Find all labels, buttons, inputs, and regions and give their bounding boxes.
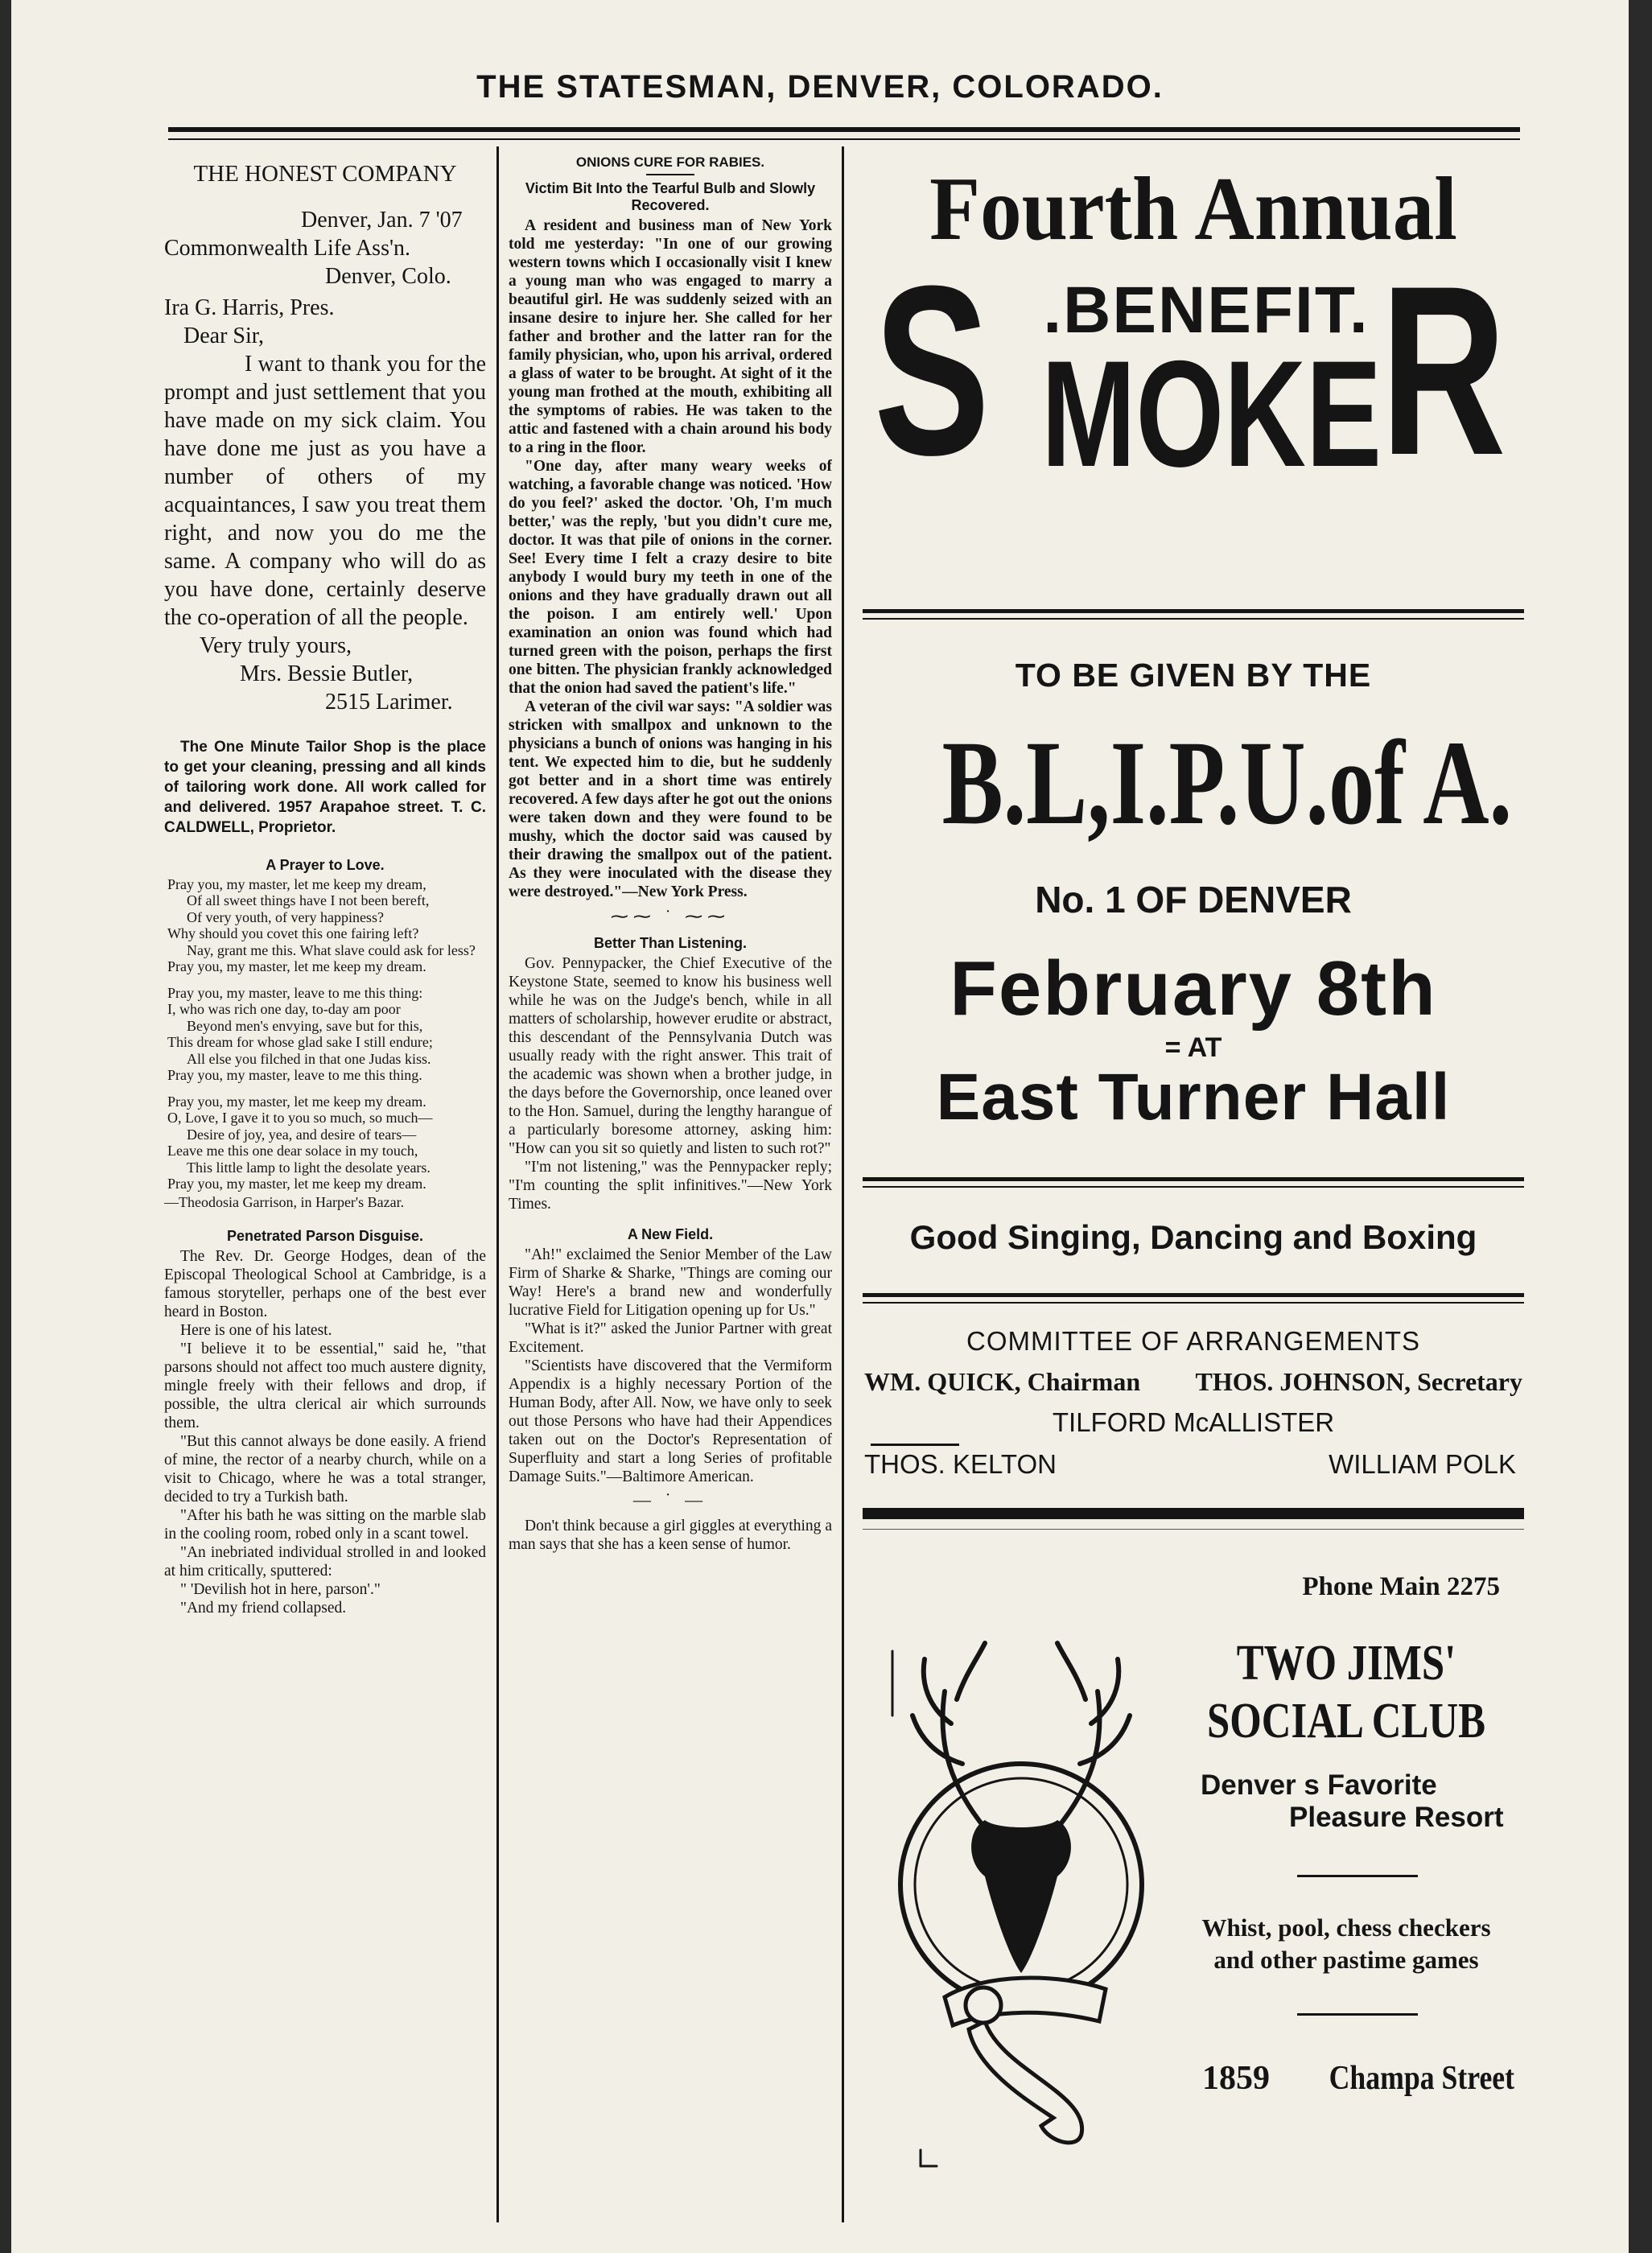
poem-line: Of very youth, of very happiness? <box>187 908 384 925</box>
poem <box>164 857 486 1210</box>
onions-para: A resident and business man of New York told me yesterday: "In one of our growing western towns which I occasionally visit I knew a young man who was engaged to marry a beautiful girl. He was suddenly seized with an insane desire to injure her. She called for her father and brother and the latter ran for the family physician, who, upon his arrival, ordered a glass of water to be brought. At sight of it the young man frothed at the mouth, exhibiting all the symptoms of rabies. He was taken to the attic and fastened with a chain around his body to a ring in the floor. <box>509 217 832 456</box>
listening-article <box>509 935 832 1213</box>
letter-addressee: Ira G. Harris, Pres. <box>164 295 335 320</box>
ad-organization: B.L,I.P.U.of A. <box>941 716 1513 850</box>
poem-line: Of all sweet things have I not been bereft, <box>187 892 430 908</box>
onions-para: A veteran of the civil war says: "A soldier was stricken with smallpox and unknown to the physicians a bunch of onions was hanging in his tent. We expected him to die, but he suddenly got better and in a short time was entirely recovered. A few days after he got out the onions were taken down and they were found to be mushy, which the doctor said was caused by their drawing the smallpox out of the patient. As they were inoculated with the disease they were destroyed."—New York Press. <box>509 698 832 900</box>
poem-line: Pray you, my master, let me keep my dream, <box>167 875 426 892</box>
poem-line: O, Love, I gave it to you so much, so much— <box>167 1110 433 1126</box>
ad-rule <box>863 618 1524 620</box>
parson-para: "But this cannot always be done easily. A friend of mine, the rector of a nearby church, while on a visit to Chicago, where he was a total stranger, decided to try a Turkish bath. <box>164 1433 486 1505</box>
poem-line: All else you filched in that one Judas kiss. <box>187 1050 431 1067</box>
club-tagline-2: Pleasure Resort <box>1289 1802 1504 1833</box>
parson-title: Penetrated Parson Disguise. <box>226 1228 424 1244</box>
parson-para: " 'Devilish hot in here, parson'." <box>180 1581 381 1598</box>
newfield-para: "Ah!" exclaimed the Senior Member of the Law Firm of Sharke & Sharke, "Things are coming our Way! Here's a brand new and wonderfully lucrative Field for Litigation opening up for Us." <box>509 1246 832 1319</box>
masthead: THE STATESMAN, DENVER, COLORADO. <box>476 69 1164 105</box>
club-name-2: SOCIAL CLUB <box>1206 1694 1486 1748</box>
ad-rule <box>863 1186 1524 1188</box>
letter-title: THE HONEST COMPANY <box>193 161 457 187</box>
smoker-advertisement <box>863 146 1524 2222</box>
club-divider <box>1297 1875 1418 1877</box>
poem-line: Pray you, my master, let me keep my dream. <box>167 958 426 974</box>
ornament-divider: ⁓⁓ ˙ ⁓⁓ <box>610 906 731 926</box>
poem-line: This dream for whose glad sake I still endure; <box>167 1034 433 1050</box>
poem-stanza-1 <box>164 876 486 975</box>
poem-stanza-3 <box>164 1094 486 1192</box>
letter-body: I want to thank you for the prompt and just settlement that you have made on my sick claim. You have done me just as you have a number of others of my acquaintances, I saw you treat them right, and now you do me the same. A company who will do as you have done, certainly deserve the co-operation of all the people. <box>164 352 486 630</box>
ad-no1-denver: No. 1 OF DENVER <box>1035 879 1352 921</box>
ad-entertainment: Good Singing, Dancing and Boxing <box>909 1218 1477 1256</box>
club-tagline-1: Denver s Favorite <box>1201 1769 1437 1801</box>
parson-article <box>164 1228 486 1617</box>
parson-para: The Rev. Dr. George Hodges, dean of the Episcopal Theological School at Cambridge, is a famous storyteller, perhaps one of the best ever heard in Boston. <box>164 1248 486 1320</box>
ad-rule <box>863 609 1524 613</box>
ad-rule <box>863 1302 1524 1304</box>
club-street-number: 1859 <box>1202 2060 1270 2097</box>
ribbon-icon <box>945 1978 1106 2143</box>
onions-subtitle: Victim Bit Into the Tearful Bulb and Slowly Recovered. <box>525 180 816 213</box>
parson-para: "After his bath he was sitting on the marble slab in the cooling room, robed only in a scant towel. <box>164 1507 486 1543</box>
poem-line: Nay, grant me this. What slave could ask for less? <box>187 941 476 958</box>
poem-line: Pray you, my master, leave to me this thing. <box>167 1067 422 1083</box>
newfield-para: "What is it?" asked the Junior Partner with great Excitement. <box>509 1320 832 1356</box>
ad-fourth-annual: Fourth Annual <box>929 159 1457 259</box>
onions-article <box>509 154 832 901</box>
ad-chairman: WM. QUICK, Chairman <box>864 1367 1141 1396</box>
column-rule-2 <box>842 146 844 2222</box>
ad-smoker-middle: MOKE <box>1041 329 1382 498</box>
newfield-para: "Scientists have discovered that the Vermiform Appendix is a highly necessary Portion of the Human Body, after All. Now, we have only to seek out those Persons who have had their Appendices taken out on the Doctor's Representation of Superfluity and start a long Series of profitable Damage Suits."—Baltimore American. <box>509 1357 832 1485</box>
club-street-name: Champa Street <box>1329 2060 1514 2097</box>
poem-line: Pray you, my master, let me keep my dream. <box>167 1176 426 1192</box>
letter-signature: Mrs. Bessie Butler, <box>240 661 414 686</box>
column-rule-1 <box>496 146 499 2222</box>
club-phone: Phone Main 2275 <box>1302 1572 1500 1601</box>
parson-para: Here is one of his latest. <box>180 1322 332 1339</box>
column-2 <box>509 146 832 1554</box>
poem-line: Beyond men's envying, save but for this, <box>187 1017 423 1034</box>
letter-city: Denver, Colo. <box>325 264 451 289</box>
ad-member: TILFORD McALLISTER <box>1052 1407 1335 1437</box>
ad-smoker-block <box>863 235 1524 505</box>
poem-credit: —Theodosia Garrison, in Harper's Bazar. <box>164 1193 405 1210</box>
poem-stanza-2 <box>164 985 486 1084</box>
newfield-title: A New Field. <box>627 1226 714 1242</box>
poem-line: Why should you covet this one fairing left? <box>167 925 419 941</box>
elk-head-icon <box>971 1820 1071 1973</box>
poem-line: Desire of joy, yea, and desire of tears— <box>187 1126 417 1143</box>
onions-para: "One day, after many weary weeks of watching, a favorable change was noticed. 'How do you feel?' asked the doctor. 'Oh, I'm much better,' was the reply, 'but you didn't cure me, doctor. It was that pile of onions in the corner. See! Every time I felt a crazy desire to bite anybody I would bury my teeth in one of the onions and they have gradually drawn out all the poison. I am entirely well.' Upon examination an onion was found which had turned green with the poison, perhaps the first one bitten. The physician frankly acknowledged that the onion had saved the patient's life." <box>509 458 832 697</box>
letter-salutation: Dear Sir, <box>183 323 264 348</box>
letter-company: Commonwealth Life Ass'n. <box>164 236 411 261</box>
poem-title: A Prayer to Love. <box>266 857 385 873</box>
listening-para: Gov. Pennypacker, the Chief Executive of the Keystone State, seemed to know his business well while he was on the Judge's bench, while in all matters of scholarship, however erudite or abstract, this descendant of the Pennsylvania Dutch was usually ready with the right answer. This trait of the academic was shown when a brother judge, in the days before the Governorship, once leaned over to the Hon. Samuel, during the lengthy harangue of a particularly boresome attorney, asking him: "How can you sit so quietly and listen to such rot?" <box>509 955 832 1157</box>
giggles-note: Don't think because a girl giggles at everything a man says that she has a keen sense of humor. <box>509 1518 832 1553</box>
parson-para: "I believe it to be essential," said he, "that parsons should not affect too much austere dignity, mingle freely with their fellows and drop, if possible, the ultra clerical air which surrounds them. <box>164 1341 486 1431</box>
listening-title: Better Than Listening. <box>593 935 747 951</box>
newfield-article <box>509 1226 832 1486</box>
poem-line: Leave me this one dear solace in my touch, <box>167 1143 418 1159</box>
ad-bottom-bar <box>863 1508 1524 1519</box>
ad-letter-r: R <box>1381 235 1506 505</box>
letter-article <box>164 159 486 716</box>
ad-venue: East Turner Hall <box>936 1061 1451 1134</box>
club-games-1: Whist, pool, chess checkers <box>1201 1913 1491 1942</box>
parson-para: "And my friend collapsed. <box>180 1600 347 1617</box>
letter-closing: Very truly yours, <box>200 633 352 658</box>
top-rule-thick <box>168 127 1520 132</box>
column-1 <box>164 146 486 1617</box>
poem-line: Pray you, my master, leave to me this thing: <box>167 984 423 1001</box>
club-games-2: and other pastime games <box>1213 1946 1479 1974</box>
listening-para: "I'm not listening," was the Pennypacker reply; "I'm counting the split infinitives."—New York Times. <box>509 1159 832 1213</box>
club-name-1: TWO JIMS' <box>1236 1636 1456 1691</box>
newspaper-page <box>11 0 1629 2253</box>
ad-secretary: THOS. JOHNSON, Secretary <box>1195 1367 1522 1396</box>
ad-rule <box>863 1177 1524 1181</box>
poem-line: Pray you, my master, let me keep my dream. <box>167 1093 426 1110</box>
top-rule-thin <box>168 138 1520 140</box>
ad-letter-s: S <box>874 235 991 505</box>
ad-rule <box>863 1293 1524 1297</box>
tailor-ad: The One Minute Tailor Shop is the place to get your cleaning, pressing and all kinds of tailoring work done. All work called for and delivered. 1957 Arapahoe street. T. C. CALDWELL, Proprietor. <box>164 739 486 836</box>
ad-member: THOS. KELTON <box>864 1449 1057 1479</box>
poem-line: I, who was rich one day, to-day am poor <box>167 1001 401 1017</box>
ad-committee: COMMITTEE OF ARRANGEMENTS <box>966 1326 1421 1356</box>
ad-at: = AT <box>1164 1032 1222 1063</box>
ad-given-by: TO BE GIVEN BY THE <box>1015 657 1372 694</box>
letter-date: Denver, Jan. 7 '07 <box>301 208 463 233</box>
ad-member-rule <box>871 1444 959 1446</box>
parson-para: "An inebriated individual strolled in and looked at him critically, sputtered: <box>164 1544 486 1580</box>
onions-title-rule <box>646 174 694 175</box>
ad-date: February 8th <box>950 945 1437 1032</box>
onions-title: ONIONS CURE FOR RABIES. <box>575 154 765 170</box>
ornament-divider: — ˙ — <box>632 1489 708 1510</box>
letter-address: 2515 Larimer. <box>325 690 453 715</box>
elk-emblem <box>888 1619 1154 2190</box>
ad-benefit: .BENEFIT. <box>1043 274 1370 347</box>
ad-member: WILLIAM POLK <box>1329 1449 1516 1479</box>
ad-bottom-rule <box>863 1529 1524 1530</box>
club-divider <box>1297 2013 1418 2016</box>
poem-line: This little lamp to light the desolate years. <box>187 1159 431 1176</box>
